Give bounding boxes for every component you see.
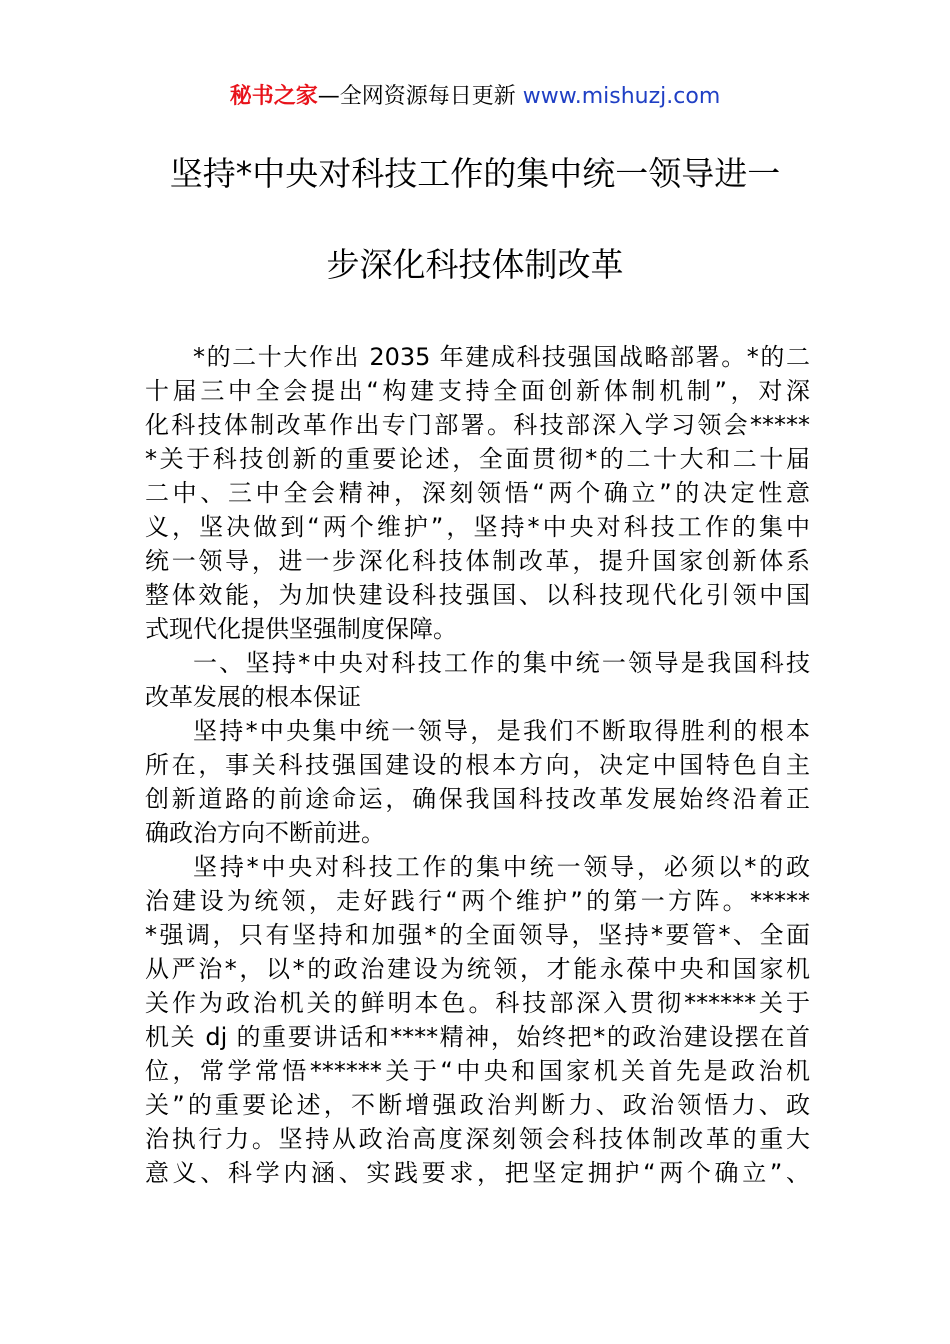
section-heading-line: 改革发展的根本保证 <box>145 683 361 711</box>
body-line: 式现代化提供坚强制度保障。 <box>145 615 457 643</box>
body-line: 意义、科学内涵、实践要求，把坚定拥护“两个确立”、 <box>145 1159 810 1187</box>
body-line: 位，常学常悟******关于“中央和国家机关首先是政治机 <box>145 1057 810 1085</box>
body-line: 关”的重要论述，不断增强政治判断力、政治领悟力、政 <box>145 1091 810 1119</box>
body-line: 统一领导，进一步深化科技体制改革，提升国家创新体系 <box>145 547 810 575</box>
body-line: 义，坚决做到“两个维护”，坚持*中央对科技工作的集中 <box>145 513 810 541</box>
body-line: 关作为政治机关的鲜明本色。科技部深入贯彻******关于 <box>145 989 810 1017</box>
body-line: 坚持*中央集中统一领导，是我们不断取得胜利的根本 <box>193 717 810 745</box>
body-line: *强调，只有坚持和加强*的全面领导，坚持*要管*、全面 <box>145 921 810 949</box>
site-tagline: —全网资源每日更新 <box>317 84 523 109</box>
body-line: 治建设为统领，走好践行“两个维护”的第一方阵。***** <box>145 887 810 915</box>
body-line: 治执行力。坚持从政治高度深刻领会科技体制改革的重大 <box>145 1125 810 1153</box>
section-heading-line: 一、坚持*中央对科技工作的集中统一领导是我国科技 <box>193 649 810 677</box>
body-line: *的二十大作出 2035 年建成科技强国战略部署。*的二 <box>193 343 810 371</box>
document-title-line-1: 坚持*中央对科技工作的集中统一领导进一 <box>169 154 781 193</box>
body-line: 十届三中全会提出“构建支持全面创新体制机制”，对深 <box>145 377 810 405</box>
body-line: 坚持*中央对科技工作的集中统一领导，必须以*的政 <box>193 853 810 881</box>
document-body <box>145 340 810 1190</box>
body-line: 确政治方向不断前进。 <box>145 819 385 847</box>
body-line: 所在，事关科技强国建设的根本方向，决定中国特色自主 <box>145 751 810 779</box>
site-url-link[interactable]: www.mishuzj.com <box>522 84 721 109</box>
body-line: *关于科技创新的重要论述，全面贯彻*的二十大和二十届 <box>145 445 810 473</box>
document-title-line-2: 步深化科技体制改革 <box>326 245 624 284</box>
body-line: 从严治*，以*的政治建设为统领，才能永葆中央和国家机 <box>145 955 810 983</box>
site-brand: 秘书之家 <box>229 84 318 109</box>
body-line: 机关 dj 的重要讲话和****精神，始终把*的政治建设摆在首 <box>145 1023 810 1051</box>
body-line: 创新道路的前途命运，确保我国科技改革发展始终沿着正 <box>145 785 810 813</box>
body-line: 整体效能，为加快建设科技强国、以科技现代化引领中国 <box>145 581 810 609</box>
body-line: 二中、三中全会精神，深刻领悟“两个确立”的决定性意 <box>145 479 810 507</box>
site-header <box>0 80 950 114</box>
body-line: 化科技体制改革作出专门部署。科技部深入学习领会***** <box>145 411 810 439</box>
